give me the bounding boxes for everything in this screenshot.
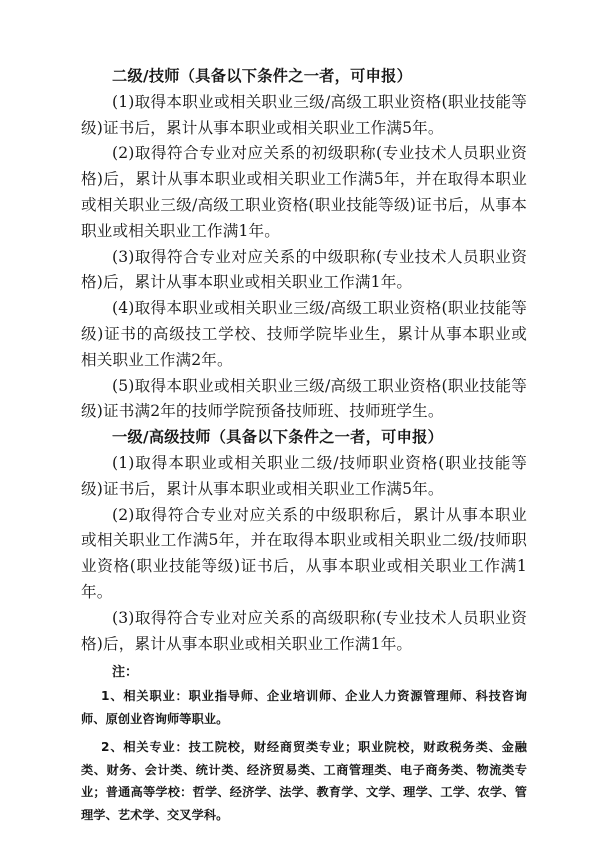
notes-section [81, 663, 527, 826]
note-item-1: 1、相关职业：职业指导师、企业培训师、企业人力资源管理师、科技咨询师、原创业咨询师等职业。 [81, 689, 527, 726]
level2-item-5: (5)取得本职业或相关职业三级/高级工职业资格(职业技能等级)证书满2年的技师学院预备技师班、技师班学生。 [81, 376, 527, 421]
level1-item-3: (3)取得符合专业对应关系的高级职称(专业技术人员职业资格)后，累计从事本职业或相关职业工作满1年。 [81, 608, 527, 653]
level2-item-1: (1)取得本职业或相关职业三级/高级工职业资格(职业技能等级)证书后，累计从事本职业或相关职业工作满5年。 [81, 92, 527, 137]
note-item-2: 2、相关专业：技工院校，财经商贸类专业；职业院校，财政税务类、金融类、财务、会计类、统计类、经济贸易类、工商管理类、电子商务类、物流类专业；普通高等学校：哲学、经济学、法学、教育学、文学、理学、工学、农学、管理学、艺术学、交叉学科。 [81, 740, 527, 822]
level1-item-1: (1)取得本职业或相关职业二级/技师职业资格(职业技能等级)证书后，累计从事本职业或相关职业工作满5年。 [81, 453, 527, 498]
document-body [81, 64, 527, 832]
level2-item-2: (2)取得符合专业对应关系的初级职称(专业技术人员职业资格)后，累计从事本职业或相关职业工作满5年，并在取得本职业或相关职业三级/高级工职业资格(职业技能等级)证书后，从事本职业或相关职业工作满1年。 [81, 144, 527, 240]
level2-item-4: (4)取得本职业或相关职业三级/高级工职业资格(职业技能等级)证书的高级技工学校、技师学院毕业生，累计从事本职业或相关职业工作满2年。 [81, 299, 527, 369]
level1-heading: 一级/高级技师（具备以下条件之一者，可申报） [112, 428, 444, 447]
notes-title: 注： [112, 665, 139, 681]
level1-item-2: (2)取得符合专业对应关系的中级职称后，累计从事本职业或相关职业工作满5年，并在取得本职业或相关职业二级/技师职业资格(职业技能等级)证书后，从事本职业或相关职业工作满1年。 [81, 505, 527, 601]
level2-heading: 二级/技师（具备以下条件之一者，可申报） [112, 67, 413, 85]
level2-item-3: (3)取得符合专业对应关系的中级职称(专业技术人员职业资格)后，累计从事本职业或相关职业工作满1年。 [81, 247, 527, 292]
